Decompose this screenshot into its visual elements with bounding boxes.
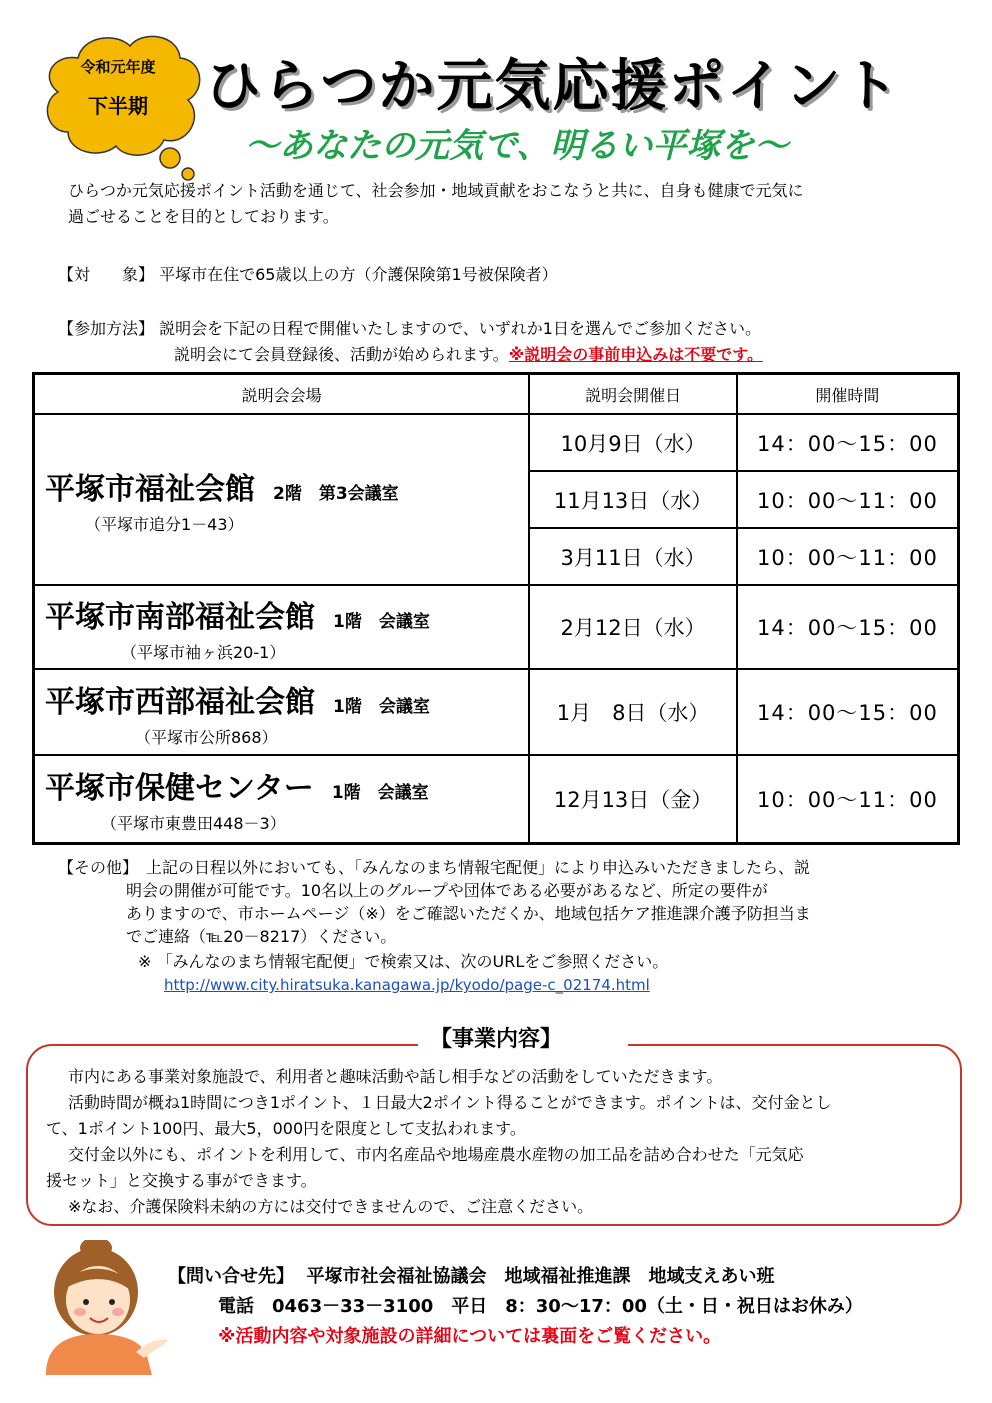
- venue-cell: [34, 414, 530, 585]
- table-row: [34, 585, 959, 669]
- intro-line: ひらつか元気応援ポイント活動を通じて、社会参加・地域貢献をおこなうと共に、自身も健康で元気に: [68, 181, 804, 200]
- venue-name: 平塚市西部福祉会館: [45, 684, 315, 720]
- venue-address: （平塚市追分1－43）: [85, 515, 244, 534]
- table-row: [34, 414, 959, 471]
- contact-section: [168, 1262, 968, 1352]
- venue-cell: [34, 585, 530, 669]
- badge-year: 令和元年度: [80, 58, 156, 76]
- venue-cell: [34, 755, 530, 843]
- venue-cell: [34, 669, 530, 755]
- session-time: 10：00～11：00: [737, 471, 959, 528]
- header-venue: 説明会会場: [34, 374, 530, 415]
- venue-room: 2階 第3会議室: [273, 484, 399, 504]
- session-date: 1月 8日（水）: [529, 669, 737, 755]
- session-date: 12月13日（金）: [529, 755, 737, 843]
- target-label: 【対 象】: [58, 265, 155, 284]
- business-line: 市内にある事業対象施設で、利用者と趣味活動や話し相手などの活動をしていただきます。: [68, 1067, 723, 1086]
- contact-note: ※活動内容や対象施設の詳細については裏面をご覧ください。: [218, 1326, 722, 1347]
- venue-name: 平塚市保健センター: [45, 771, 314, 807]
- method-row: [58, 316, 763, 368]
- venue-name: 平塚市南部福祉会館: [45, 599, 315, 635]
- session-date: 3月11日（水）: [529, 528, 737, 585]
- badge-period: 下半期: [88, 94, 148, 118]
- business-heading: 【事業内容】: [429, 1027, 562, 1052]
- contact-phone: 電話 0463－33－3100 平日 8：30～17：00（土・日・祝日はお休み）: [218, 1296, 863, 1317]
- intro-line: 過ごせることを目的としております。: [68, 207, 339, 226]
- intro-text: [68, 178, 948, 230]
- method-note: ※説明会の事前申込みは不要です。: [508, 345, 764, 364]
- business-box: [26, 1044, 962, 1226]
- other-line: 明会の開催が可能です。10名以上のグループや団体である必要があるなど、所定の要件が: [126, 881, 768, 900]
- method-label: 【参加方法】: [58, 319, 155, 338]
- session-date: 11月13日（水）: [529, 471, 737, 528]
- session-date: 2月12日（水）: [529, 585, 737, 669]
- business-line: ※なお、介護保険料未納の方には交付できませんので、ご注意ください。: [68, 1197, 594, 1216]
- venue-address: （平塚市袖ヶ浜20-1）: [121, 642, 286, 662]
- session-time: 14：00～15：00: [737, 585, 959, 669]
- info-url-link[interactable]: http://www.city.hiratsuka.kanagawa.jp/kyodo/page-c_02174.html: [164, 976, 650, 994]
- other-line: でご連絡（℡20－8217）ください。: [126, 927, 397, 946]
- page-title: ひらつか元気応援ポイント: [205, 54, 901, 119]
- header-time: 開催時間: [737, 374, 959, 415]
- venue-address: （平塚市公所868）: [135, 727, 278, 747]
- session-time: 10：00～11：00: [737, 755, 959, 843]
- table-row: [34, 755, 959, 843]
- business-line: て、1ポイント100円、最大5，000円を限度として支払われます。: [46, 1119, 526, 1138]
- venue-room: 1階 会議室: [333, 696, 430, 717]
- business-line: 活動時間が概ね1時間につき1ポイント、１日最大2ポイント得ることができます。ポイントは、交付金とし: [68, 1093, 832, 1112]
- venue-room: 1階 会議室: [331, 783, 429, 804]
- period-badge: [38, 28, 198, 178]
- venue-name: 平塚市福祉会館: [45, 472, 255, 507]
- woman-illustration: [40, 1240, 170, 1375]
- other-section: [58, 856, 958, 997]
- venue-address: （平塚市東豊田448－3）: [101, 814, 286, 834]
- table-header-row: [34, 374, 959, 415]
- other-label: 【その他】: [58, 858, 139, 877]
- target-row: [58, 262, 558, 285]
- session-date: 10月9日（水）: [529, 414, 737, 471]
- contact-org: 平塚市社会福祉協議会 地域福祉推進課 地域支えあい班: [306, 1266, 775, 1287]
- target-text: 平塚市在住で65歳以上の方（介護保険第1号被保険者）: [159, 265, 558, 284]
- session-time: 14：00～15：00: [737, 669, 959, 755]
- method-line1: 説明会を下記の日程で開催いたしますので、いずれか1日を選んでご参加ください。: [159, 319, 761, 338]
- other-line: 上記の日程以外においても、「みんなのまち情報宅配便」により申込みいただきましたら、説: [146, 858, 811, 877]
- business-line: 援セット」と交換する事ができます。: [46, 1171, 317, 1190]
- schedule-table: [32, 372, 960, 845]
- table-row: [34, 669, 959, 755]
- method-line2: 説明会にて会員登録後、活動が始められます。: [174, 345, 509, 364]
- business-line: 交付金以外にも、ポイントを利用して、市内名産品や地場産農水産物の加工品を詰め合わせた「元気応: [68, 1145, 804, 1164]
- other-note: ※ 「みんなのまち情報宅配便」で検索又は、次のURLをご参照ください。: [138, 952, 669, 971]
- session-time: 10：00～11：00: [737, 528, 959, 585]
- session-time: 14：00～15：00: [737, 414, 959, 471]
- header-date: 説明会開催日: [529, 374, 737, 415]
- other-line: ありますので、市ホームページ（※）をご確認いただくか、地域包括ケア推進課介護予防担当ま: [126, 904, 811, 923]
- venue-room: 1階 会議室: [333, 611, 430, 632]
- contact-label: 【問い合せ先】: [168, 1266, 294, 1287]
- page-subtitle: ～あなたの元気で、明るい平塚を～: [245, 126, 789, 166]
